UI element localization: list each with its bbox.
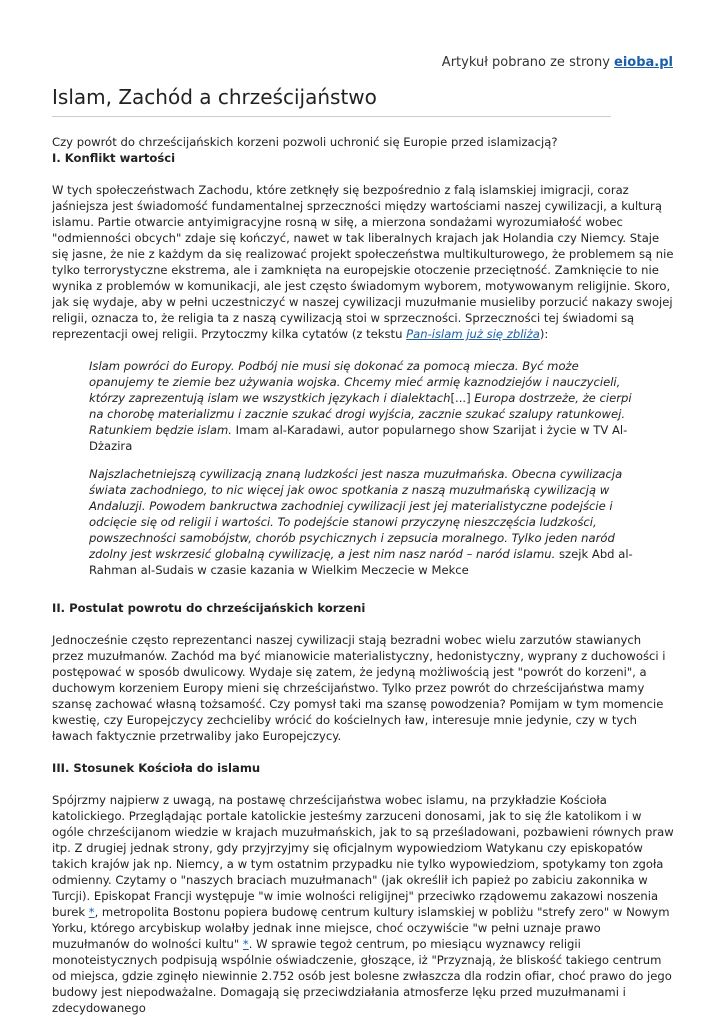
section-3-heading: III. Stosunek Kościoła do islamu bbox=[52, 761, 261, 775]
quote-2 bbox=[89, 466, 639, 578]
section-3-paragraph bbox=[52, 792, 674, 1016]
quote-1-ellipsis: [...] bbox=[450, 391, 475, 405]
quote-2-source: szejk Abd al-Rahman al-Sudais w czasie kazania w Wielkim Meczecie w Mekce bbox=[89, 547, 633, 577]
footnote-link-1[interactable]: * bbox=[88, 905, 95, 919]
section-1-text: W tych społeczeństwach Zachodu, które zetknęły się bezpośrednio z falą islamskiej imigracji, coraz jaśniejsza jest świadomość fundamentalnej sprzeczności między wartościami naszej cywilizacji, a kulturą islamu. Partie otwarcie antyimigracyjne rosną w siłę, a mierzona sondażami wyrozumiałość wobec "odmienności obcych" zdaje się kończyć, nawet w tak liberalnych krajach jak Holandia czy Niemcy. Staje się jasne, że nie z każdym da się realizować projekt społeczeństwa multikulturowego, że problemem są nie tylko terrorystyczne ekstrema, ale i zamknięta na europejskie otoczenie przeciętność. Zamknięcie to nie wynika z problemów w komunikacji, ale jest często świadomym wyborem, motywowanym religijnie. Skoro, jak się wydaje, aby w pełni uczestniczyć w naszej cywilizacji muzułmanie musieliby porzucić nakazy swojej religii, oznacza to, że religia ta z naszą cywilizacją stoi w sprzeczności. Sprzeczności tej świadomi są reprezentacji owej religii. Przytoczmy kilka cytatów (z tekstu bbox=[52, 183, 674, 341]
section-3-text-b: , metropolita Bostonu popiera budowę centrum kultury islamskiej w pobliżu "strefy zero" w Nowym Yorku, którego arcybiskup wolałby jednak inne miejsce, choć oczywiście "w pełni uznaje prawo muzułmanów do wolności kultu" bbox=[52, 905, 670, 951]
quote-2-text: Najszlachetniejszą cywilizacją znaną ludzkości jest nasza muzułmańska. Obecna cywilizacja świata zachodniego, to nic więcej jak owoc spotkania z naszą muzułmańską cywilizacją w Andaluzji. Powodem bankructwa zachodniej cywilizacji jest jej materialistyczne podejście i odcięcie się od religii i wartości. To podejście stanowi przyczynę nieszczęścia ludzkości, powszechności samobójstw, chorób psychicznych i zepsucia moralnego. Tylko jeden naród zdolny jest wskrzesić globalną cywilizację, a jest nim nasz naród – naród islamu. bbox=[89, 467, 623, 561]
footnote-link-2[interactable]: * bbox=[242, 937, 249, 951]
section-1-paragraph bbox=[52, 182, 674, 342]
source-prefix: Artykuł pobrano ze strony bbox=[441, 55, 615, 70]
section-2-heading: II. Postulat powrotu do chrześcijańskich korzeni bbox=[52, 601, 366, 615]
title-divider bbox=[52, 116, 611, 117]
section-3-text-a: Spójrzmy najpierw z uwagą, na postawę chrześcijaństwa wobec islamu, na przykładzie Kościoła katolickiego. Przeglądając portale katolickie jesteśmy zarzuceni donosami, jak to się źle katolikom i w ogóle chrześcijanom wiedzie w krajach muzułmańskich, jak to są prześladowani, pozbawieni równych praw itp. Z drugiej jednak strony, gdy przyjrzyjmy się oficjalnym wypowiedziom Watykanu czy episkopatów takich krajów jak np. Niemcy, a w tym ostatnim przypadku nie tylko wypowiedziom, spotykamy ton zgoła odmienny. Czytamy o "naszych braciach muzułmanach" (jak określił ich papież po zabiciu zakonnika w Turcji). Episkopat Francji występuje "w imie wolności religijnej" przeciwko rządowemu zakazowi noszenia burek bbox=[52, 793, 674, 919]
section-1-text-end: ): bbox=[539, 327, 549, 341]
section-2-paragraph: Jednocześnie często reprezentanci naszej cywilizacji stają bezradni wobec wielu zarzutów stawianych przez muzułmanów. Zachód ma być mianowicie materialistyczny, hedonistyczny, wyprany z duchowości i postępować w sposób dwulicowy. Wydaje się zatem, że jedyną możliwością jest "powrót do korzeni", a duchowym korzeniem Europy mieni się chrześcijaństwo. Tylko przez powrót do chrześcijaństwa mamy szansę zachować własną tożsamość. Czy pomysł taki ma szansę powodzenia? Pomijam w tym momencie kwestię, czy Europejczycy zechcieliby wrócić do kościelnych ław, interesuje mnie jedynie, czy w tych ławach faktycznie przetrwaliby jako Europejczycy. bbox=[52, 633, 666, 743]
quote-1-part-b: Europa dostrzeże, że cierpi na chorobę materializmu i zacznie szukać drogi wyjścia, zacznie szukać szalupy ratunkowej. Ratunkiem będzie islam. bbox=[89, 391, 632, 437]
quote-1-source: Imam al-Karadawi, autor popularnego show Szarijat i życie w TV Al-Dżazira bbox=[89, 423, 628, 453]
article-lead: Czy powrót do chrześcijańskich korzeni pozwoli uchronić się Europie przed islamizacją? bbox=[52, 135, 558, 149]
section-3-text-c: . W sprawie tegoż centrum, po miesiącu wyznawcy religii monoteistycznych podpisują wspólnie oświadczenie, głoszące, iż "Przyznają, że bliskość takiego centrum od miejsca, gdzie zginęło niewinnie 2.752 osób jest bolesne zwłaszcza dla rodzin ofiar, choć prawo do jego budowy jest niepodważalne. Domagają się przeciwdziałania atmosferze lęku przed muzułmanami i zdecydowanego bbox=[52, 937, 672, 1015]
article-title: Islam, Zachód a chrześcijaństwo bbox=[52, 85, 377, 109]
source-link[interactable]: eioba.pl bbox=[614, 55, 673, 70]
quote-1-part-a: Islam powróci do Europy. Podbój nie musi się dokonać za pomocą miecza. Być może opanujemy te ziemie bez używania wojska. Chcemy mieć armię kaznodziejów i nauczycieli, którzy zaprezentują islam we wszystkich językach i dialektach bbox=[89, 359, 621, 405]
article-body bbox=[52, 134, 674, 1032]
source-attribution bbox=[442, 55, 673, 70]
pan-islam-link[interactable]: Pan-islam już się zbliża bbox=[406, 327, 540, 341]
section-1-heading: I. Konflikt wartości bbox=[52, 151, 176, 165]
quote-1 bbox=[89, 358, 639, 454]
